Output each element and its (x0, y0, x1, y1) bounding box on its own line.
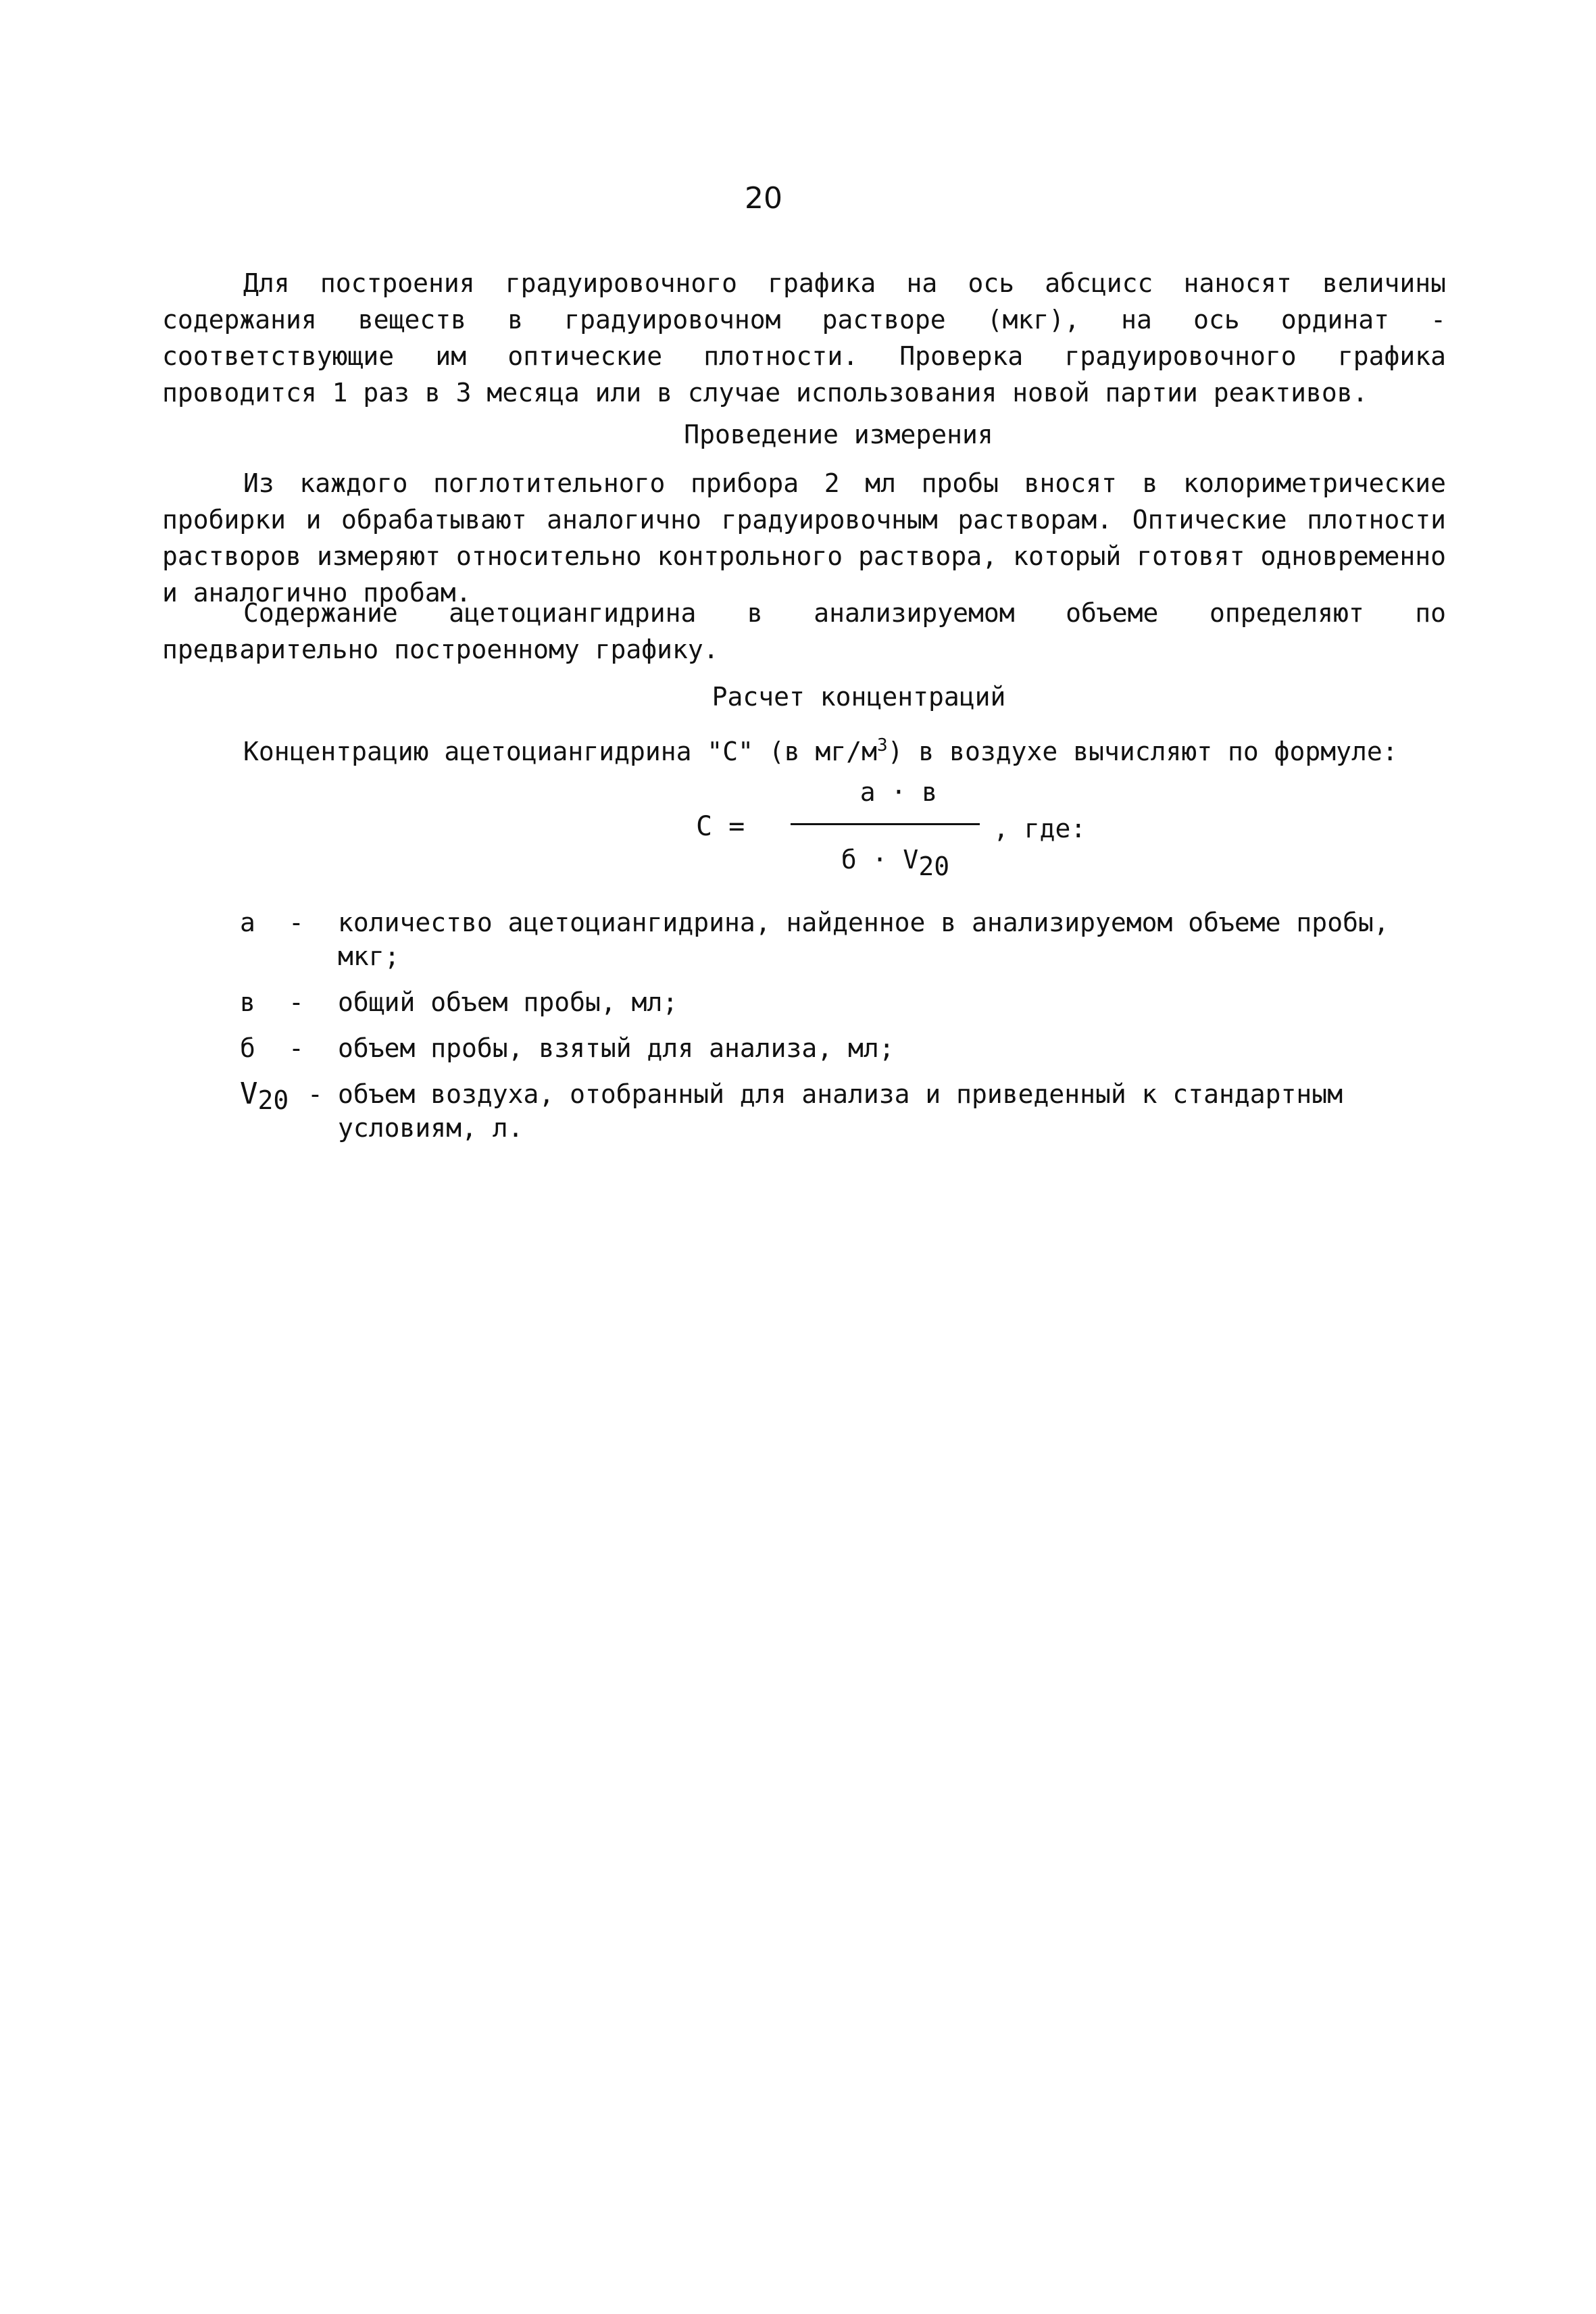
legend-item (240, 1031, 1456, 1065)
legend-description: объем воздуха, отобранный для анализа и приведенный к стандартным условиям, л. (338, 1079, 1343, 1143)
fraction-bar (791, 823, 980, 825)
legend-dash: - (289, 908, 304, 937)
legend-dash: - (289, 1033, 304, 1063)
section-heading-calculation: Расчет концентраций (712, 682, 1006, 712)
legend-symbol-base: V (240, 1077, 258, 1111)
formula-numerator: а · в (859, 777, 938, 807)
paragraph-calibration-graph: Для построения градуировочного графика на ось абсцисс наносят величины содержания веществ в градуировочном растворе (мкг), на ось ординат - соответствующие им оптические плотности. Проверка градуировочного графика проводится 1 раз в 3 месяца или в случае использования новой партии реактивов. (162, 268, 1446, 408)
section-heading-measurement: Проведение измерения (684, 420, 993, 449)
formula-intro-text: Концентрацию ацетоциангидрина "С" (в мг/м (243, 737, 877, 766)
paragraph-measurement: Из каждого поглотительного прибора 2 мл пробы вносят в колориметрические пробирки и обрабатывают аналогично градуировочным растворам. Оптические плотности растворов измеряют относительно контрольного раствора, который готовят одновременно и аналогично пробам. (162, 468, 1446, 608)
unit-exponent: 3 (877, 735, 888, 756)
page-number: 20 (745, 181, 782, 216)
legend-dash: - (307, 1079, 323, 1109)
legend-symbol: а (240, 908, 255, 937)
denominator-base: б · V (841, 845, 919, 875)
legend-symbol-subscript: 20 (257, 1085, 289, 1115)
formula-where: , где: (993, 814, 1087, 843)
paragraph-formula-intro (162, 727, 1514, 770)
formula-lhs: С = (696, 811, 745, 842)
legend-item (240, 1077, 1456, 1145)
legend-item (240, 985, 1456, 1019)
legend-symbol: б (240, 1033, 255, 1063)
formula-intro-text-end: ) в воздухе вычисляют по формуле: (887, 737, 1398, 766)
legend-item (240, 906, 1456, 973)
legend-description: общий объем пробы, мл; (338, 987, 678, 1017)
concentration-formula (689, 777, 1122, 899)
legend-symbol: в (240, 987, 255, 1017)
formula-denominator (807, 845, 983, 881)
legend-description: количество ацетоциангидрина, найденное в анализируемом объеме пробы, мкг; (338, 908, 1389, 971)
denominator-subscript: 20 (918, 852, 950, 881)
legend-description: объем пробы, взятый для анализа, мл; (338, 1033, 895, 1063)
variable-legend (240, 906, 1456, 1157)
legend-dash: - (289, 987, 304, 1017)
paragraph-content-determination: Содержание ацетоциангидрина в анализируемом объеме определяют по предварительно построенному графику. (162, 598, 1446, 664)
